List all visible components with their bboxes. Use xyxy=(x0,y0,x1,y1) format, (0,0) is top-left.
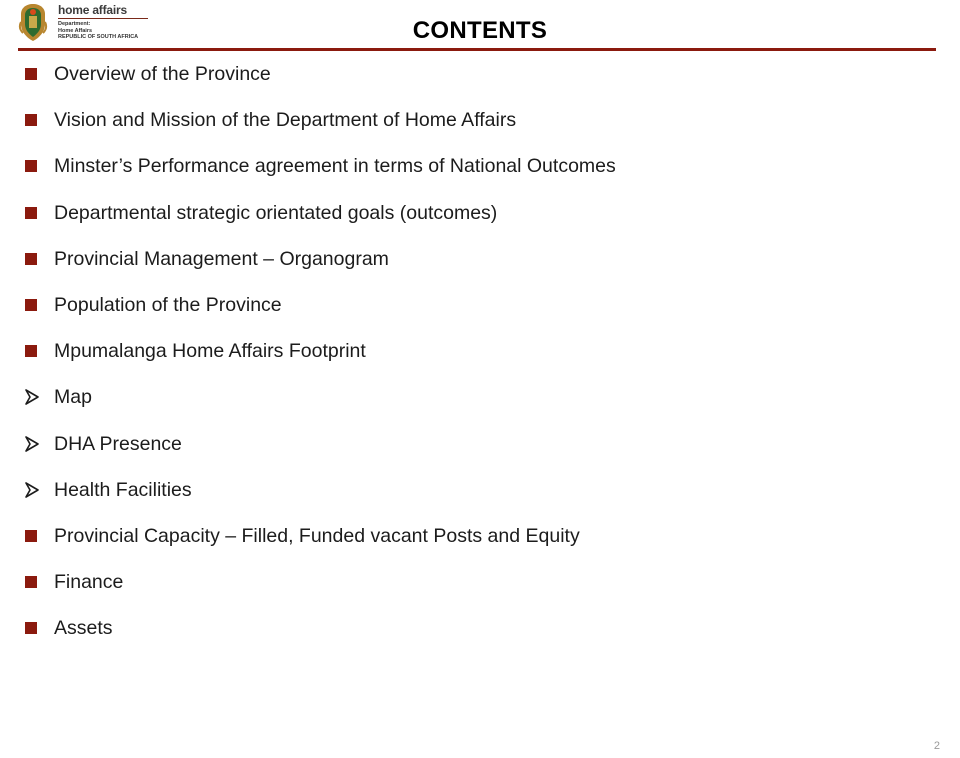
list-item-label: Map xyxy=(54,386,92,409)
list-item xyxy=(25,155,616,201)
list-item-label: Provincial Management – Organogram xyxy=(54,247,389,270)
list-item-label: Departmental strategic orientated goals (outcomes) xyxy=(54,201,498,224)
list-item-label: Health Facilities xyxy=(54,478,192,501)
list-item xyxy=(25,571,616,617)
page-number: 2 xyxy=(933,740,940,752)
square-bullet-icon xyxy=(25,622,37,634)
list-item xyxy=(25,617,616,663)
arrow-bullet-icon xyxy=(25,388,39,406)
list-item-label: Minster’s Performance agreement in terms of National Outcomes xyxy=(54,155,616,178)
list-item xyxy=(25,63,616,109)
square-bullet-icon xyxy=(25,345,37,357)
dept-line-2: Home Affairs xyxy=(58,27,93,34)
list-item-label: Finance xyxy=(54,571,124,594)
square-bullet-icon xyxy=(25,530,37,542)
dept-line-3: REPUBLIC OF SOUTH AFRICA xyxy=(58,34,139,40)
list-item xyxy=(25,248,616,294)
square-bullet-icon xyxy=(25,299,37,311)
brand-name: home affairs xyxy=(58,3,127,17)
square-bullet-icon xyxy=(25,160,37,172)
square-bullet-icon xyxy=(25,114,37,126)
square-bullet-icon xyxy=(25,253,37,265)
list-item xyxy=(25,202,616,248)
list-item xyxy=(25,386,616,432)
list-item xyxy=(25,340,616,386)
list-item-label: Mpumalanga Home Affairs Footprint xyxy=(54,340,366,363)
list-item xyxy=(25,433,616,479)
list-item xyxy=(25,294,616,340)
page-title: CONTENTS xyxy=(412,17,548,44)
list-item-label: Vision and Mission of the Department of Home Affairs xyxy=(54,109,517,132)
title-divider xyxy=(18,48,936,51)
arrow-bullet-icon xyxy=(25,481,39,499)
list-item xyxy=(25,479,616,525)
list-item-label: Assets xyxy=(54,617,113,640)
list-item-label: DHA Presence xyxy=(54,432,182,455)
list-item-label: Overview of the Province xyxy=(54,63,271,85)
dept-line-1: Department: xyxy=(58,21,91,27)
square-bullet-icon xyxy=(25,576,37,588)
square-bullet-icon xyxy=(25,68,37,80)
list-item-label: Population of the Province xyxy=(54,293,282,316)
square-bullet-icon xyxy=(25,207,37,219)
arrow-bullet-icon xyxy=(25,435,39,453)
list-item xyxy=(25,525,616,571)
contents-list xyxy=(25,63,616,663)
list-item-label: Provincial Capacity – Filled, Funded vacant Posts and Equity xyxy=(54,524,580,547)
list-item xyxy=(25,109,616,155)
